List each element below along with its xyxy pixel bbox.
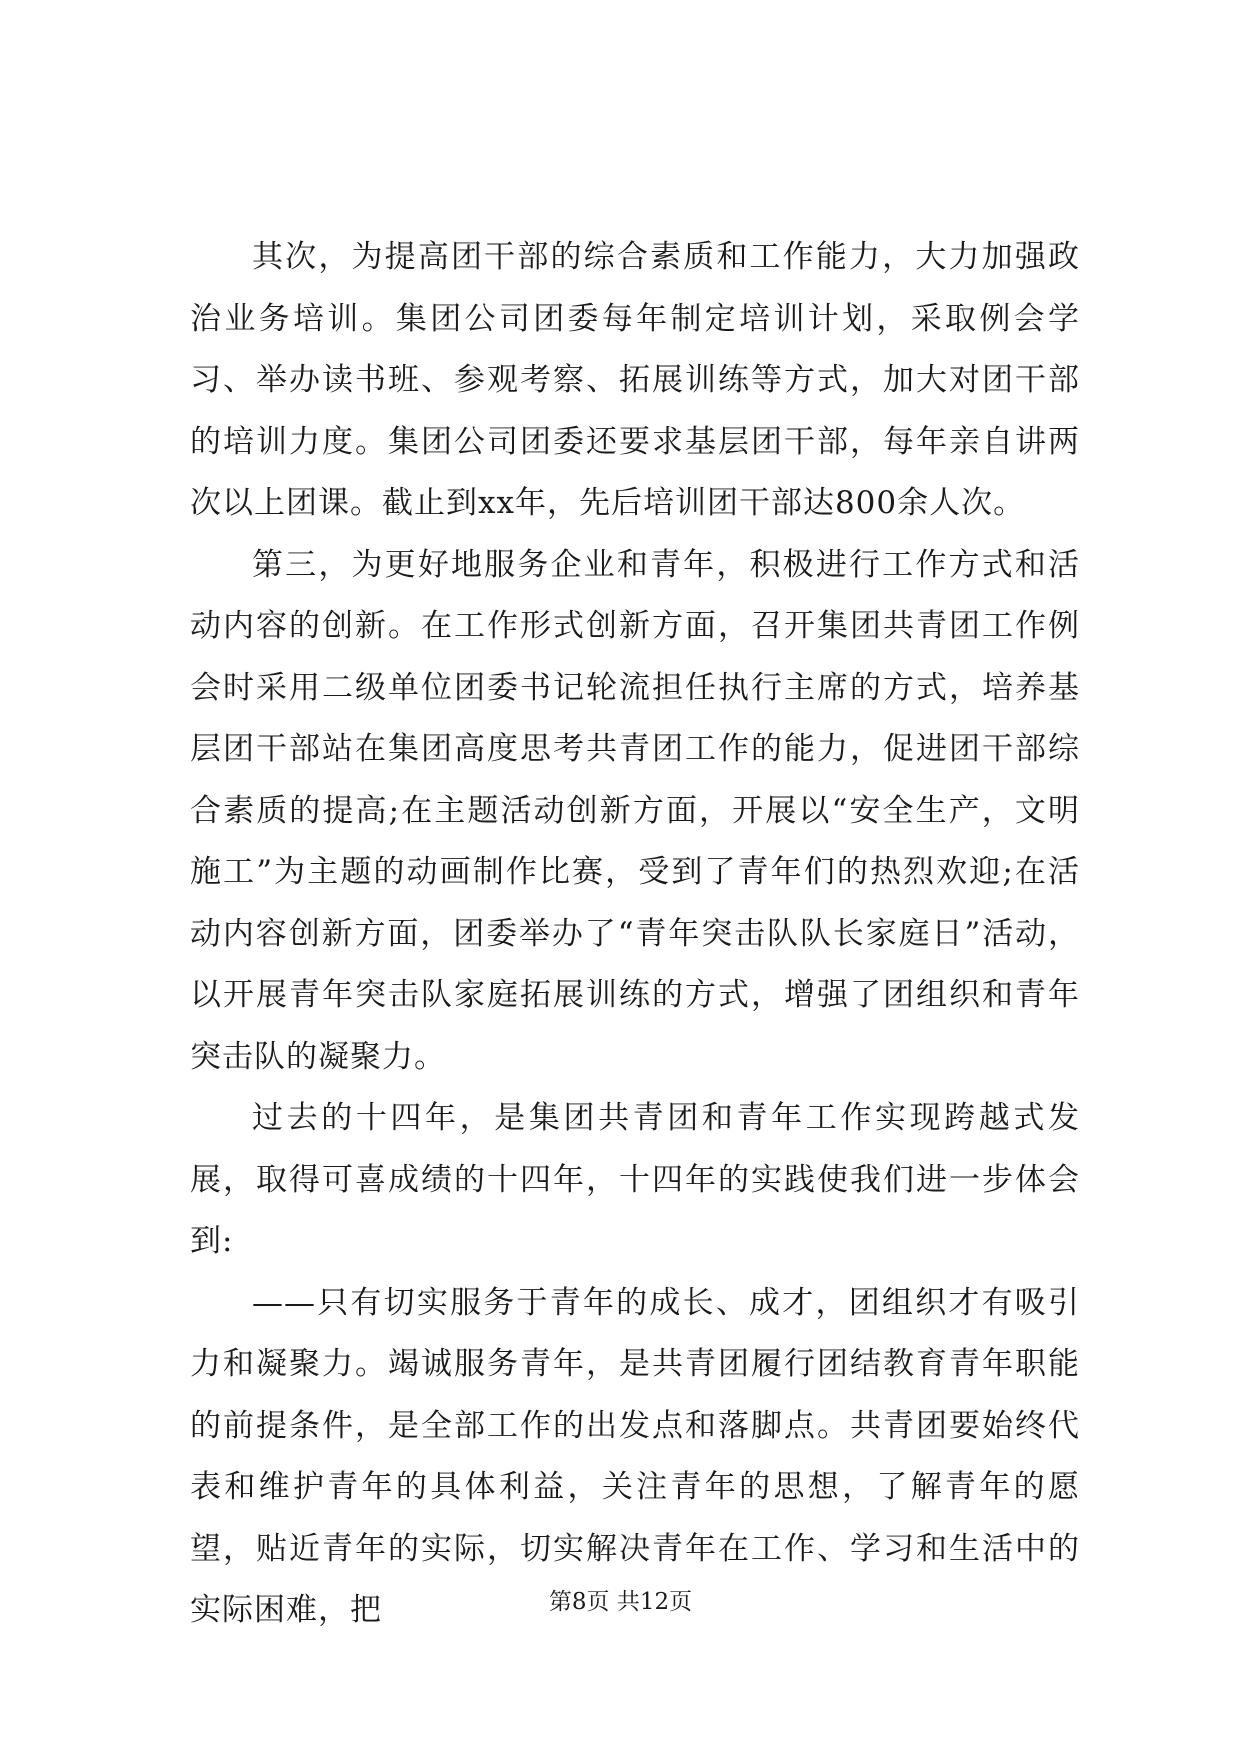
page-number-footer: 第8页 共12页 bbox=[548, 1589, 693, 1615]
paragraph-innovation: 第三，为更好地服务企业和青年，积极进行工作方式和活动内容的创新。在工作形式创新方面，召开集团共青团工作例会时采用二级单位团委书记轮流担任执行主席的方式，培养基层团干部站在集团高度思考共青团工作的能力，促进团干部综合素质的提高;在主题活动创新方面，开展以“安全生产，文明施工”为主题的动画制作比赛，受到了青年们的热烈欢迎;在活动内容创新方面，团委举办了“青年突击队队长家庭日”活动，以开展青年突击队家庭拓展训练的方式，增强了团组织和青年突击队的凝聚力。 bbox=[190, 546, 1080, 1075]
paragraph-training: 其次，为提高团干部的综合素质和工作能力，大力加强政治业务培训。集团公司团委每年制定培训计划，采取例会学习、举办读书班、参观考察、拓展训练等方式，加大对团干部的培训力度。集团公司团委还要求基层团干部，每年亲自讲两次以上团课。截止到xx年，先后培训团干部达800余人次。 bbox=[190, 239, 1080, 521]
document-body bbox=[190, 227, 1080, 1642]
paragraph-service-youth: ——只有切实服务于青年的成长、成才，团组织才有吸引力和凝聚力。竭诚服务青年，是共青团履行团结教育青年职能的前提条件，是全部工作的出发点和落脚点。共青团要始终代表和维护青年的具体利益，关注青年的思想，了解青年的愿望，贴近青年的实际，切实解决青年在工作、学习和生活中的实际困难，把 bbox=[190, 1284, 1080, 1628]
paragraph-review: 过去的十四年，是集团共青团和青年工作实现跨越式发展，取得可喜成绩的十四年，十四年的实践使我们进一步体会到: bbox=[190, 1100, 1080, 1259]
